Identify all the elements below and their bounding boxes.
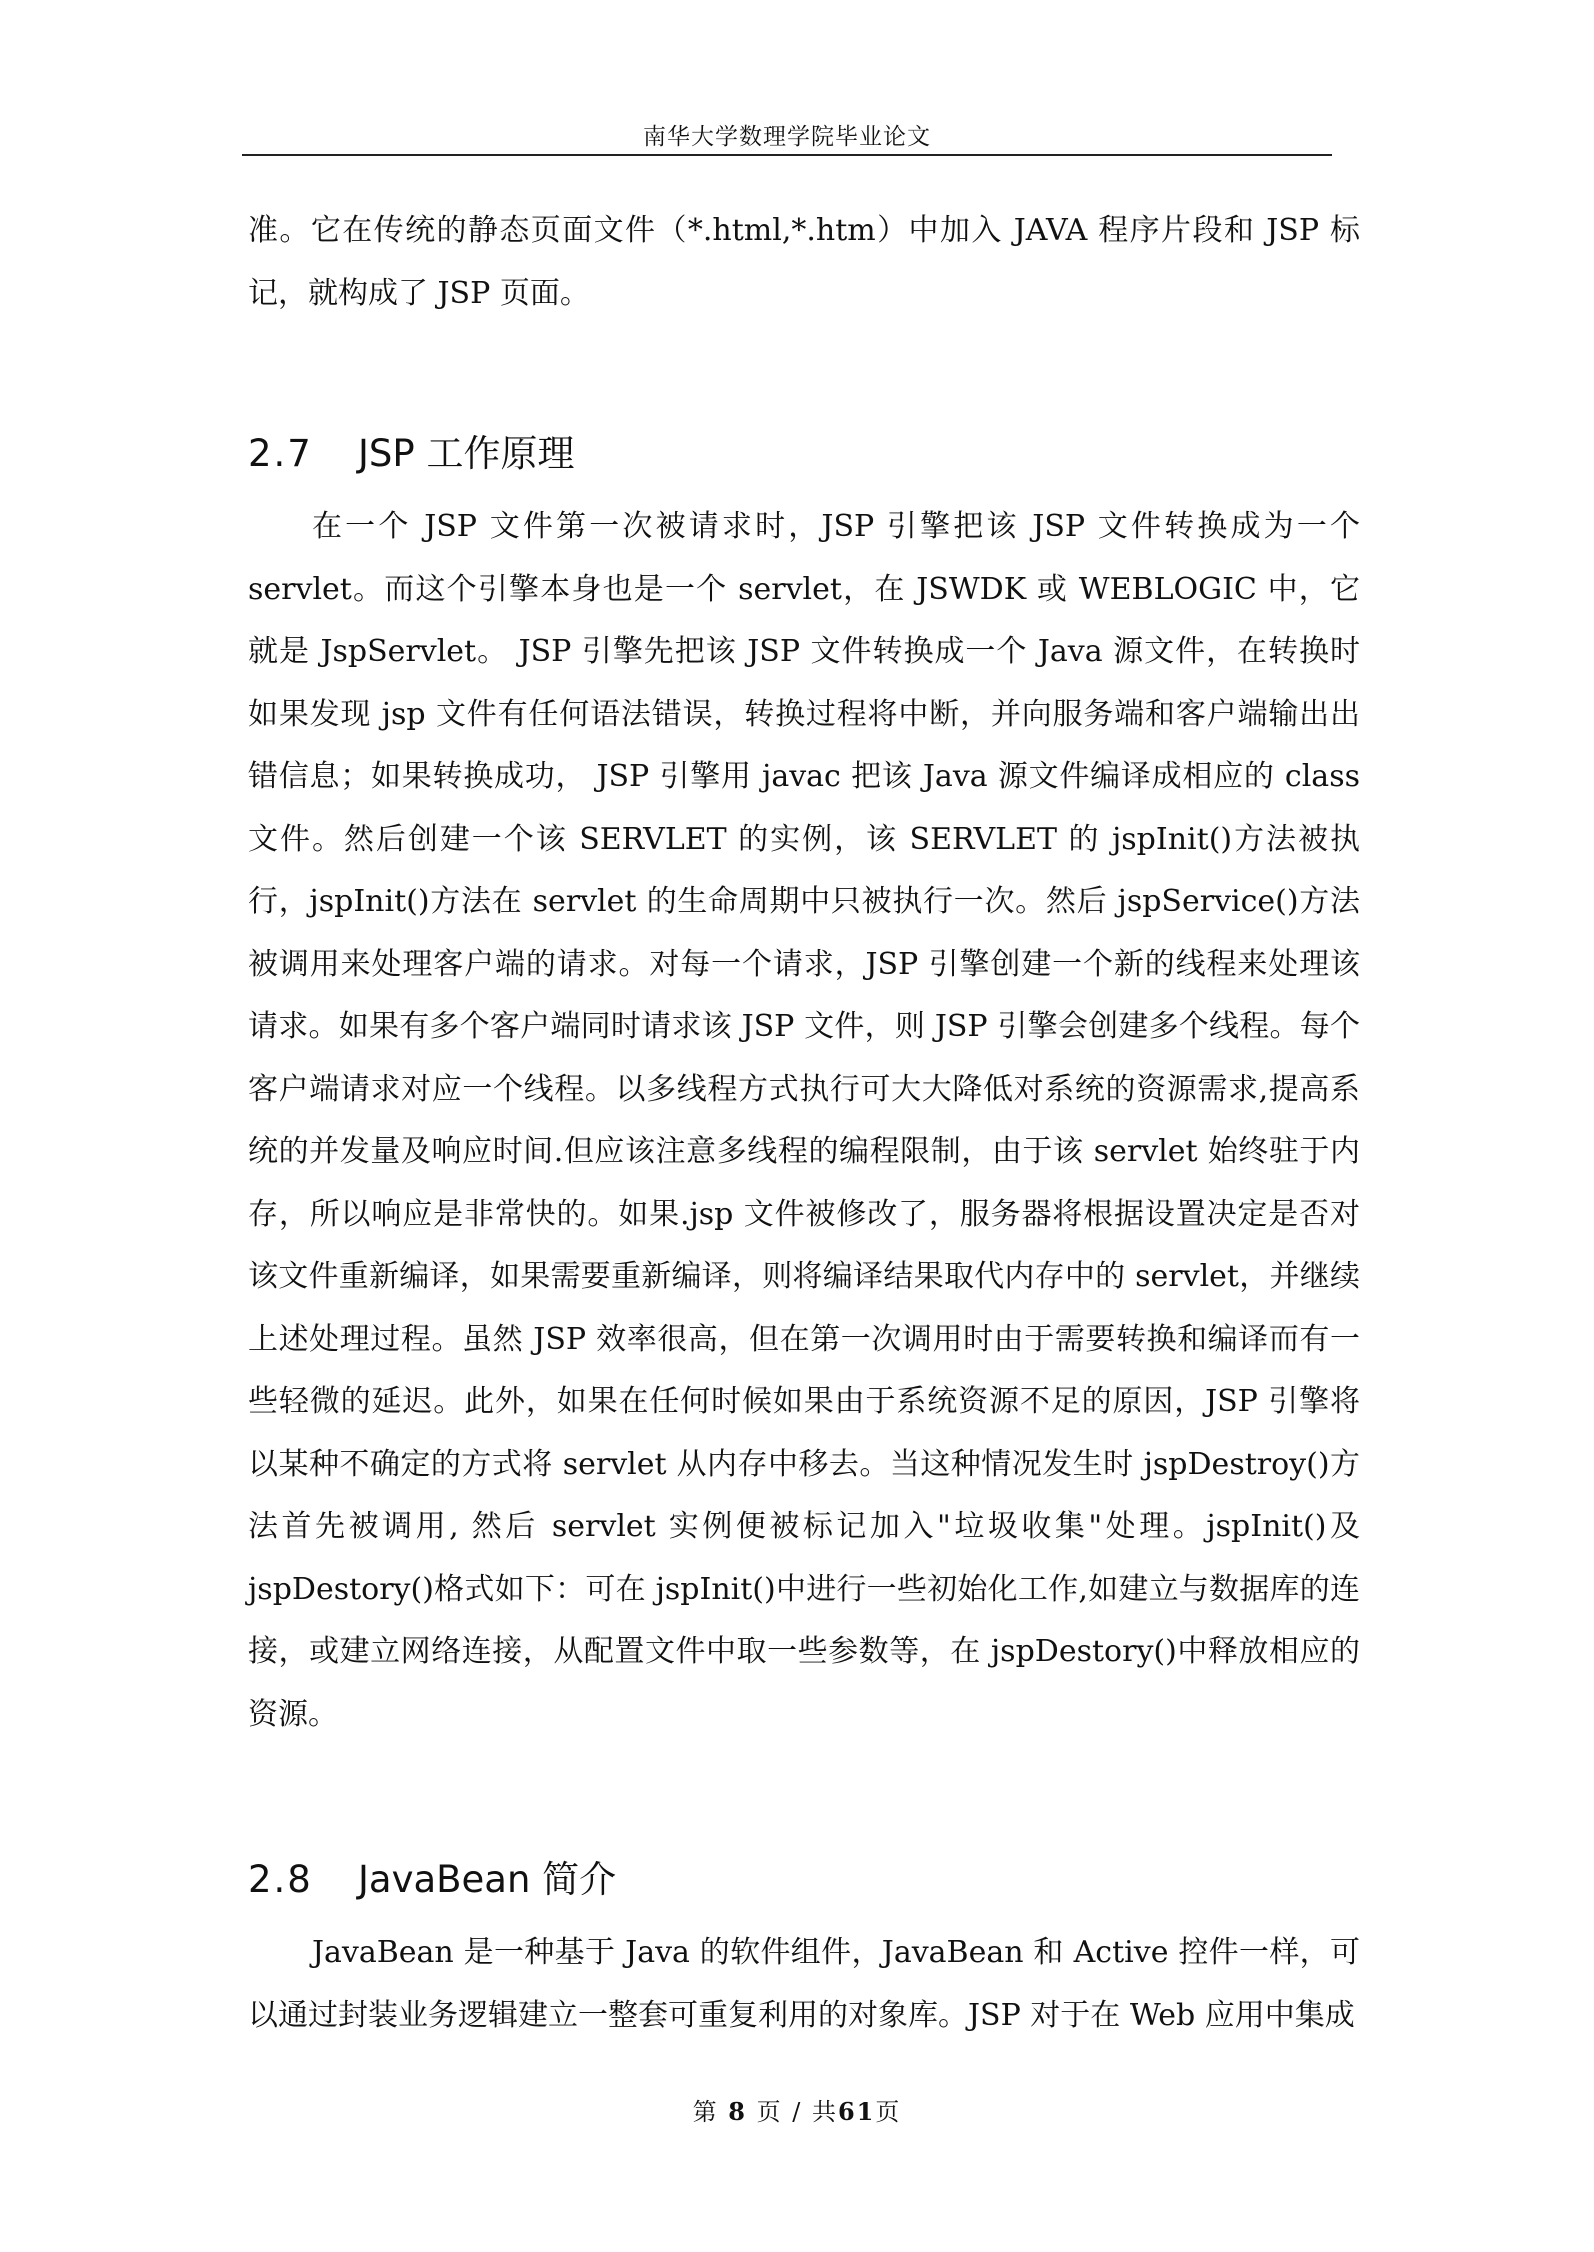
- current-page-number: 8: [728, 2097, 747, 2126]
- section-heading-2-7: [248, 422, 1360, 486]
- section-2-8-body: JavaBean 是一种基于 Java 的软件组件，JavaBean 和 Active 控件一样，可以通过封装业务逻辑建立一整套可重复利用的对象库。JSP 对于在 Web 应用中集成: [248, 1935, 1360, 2033]
- intro-paragraph: 准。它在传统的静态页面文件（*.html,*.htm）中加入 JAVA 程序片段和 JSP 标记，就构成了 JSP 页面。: [248, 213, 1360, 311]
- footer-middle: 页 / 共: [756, 2098, 838, 2126]
- section-title: JSP 工作原理: [358, 432, 575, 475]
- section-title: JavaBean 简介: [358, 1858, 617, 1901]
- page-footer: [0, 2092, 1594, 2127]
- header-rule: [242, 154, 1332, 156]
- page-header: 南华大学数理学院毕业论文: [643, 124, 931, 150]
- footer-suffix: 页: [875, 2098, 902, 2126]
- footer-prefix: 第: [692, 2098, 719, 2126]
- section-number: 2.8: [248, 1858, 313, 1901]
- section-heading-2-8: [248, 1848, 1360, 1912]
- section-number: 2.7: [248, 432, 313, 475]
- total-page-count: 61: [837, 2097, 876, 2126]
- section-2-7-body: 在一个 JSP 文件第一次被请求时，JSP 引擎把该 JSP 文件转换成为一个 servlet。而这个引擎本身也是一个 servlet，在 JSWDK 或 WEBLOGIC 中，它就是 JspServlet。 JSP 引擎先把该 JSP 文件转换成一个 Java 源文件，在转换时如果发现 jsp 文件有任何语法错误，转换过程将中断，并向服务端和客户端输出出错信息；如果转换成功， JSP 引擎用 javac 把该 Java 源文件编译成相应的 class 文件。然后创建一个该 SERVLET 的实例，该 SERVLET 的 jspInit()方法被执行，jspInit()方法在 servlet 的生命周期中只被执行一次。然后 jspService()方法被调用来处理客户端的请求。对每一个请求，JSP 引擎创建一个新的线程来处理该请求。如果有多个客户端同时请求该 JSP 文件，则 JSP 引擎会创建多个线程。每个客户端请求对应一个线程。以多线程方式执行可大大降低对系统的资源需求,提高系统的并发量及响应时间.但应该注意多线程的编程限制，由于该 servlet 始终驻于内存，所以响应是非常快的。如果.jsp 文件被修改了，服务器将根据设置决定是否对该文件重新编译，如果需要重新编译，则将编译结果取代内存中的 servlet，并继续上述处理过程。虽然 JSP 效率很高，但在第一次调用时由于需要转换和编译而有一些轻微的延迟。此外，如果在任何时候如果由于系统资源不足的原因，JSP 引擎将以某种不确定的方式将 servlet 从内存中移去。当这种情况发生时 jspDestroy()方法首先被调用, 然后 servlet 实例便被标记加入"垃圾收集"处理。jspInit()及 jspDestory()格式如下：可在 jspInit()中进行一些初始化工作,如建立与数据库的连接，或建立网络连接，从配置文件中取一些参数等，在 jspDestory()中释放相应的资源。: [248, 509, 1360, 1732]
